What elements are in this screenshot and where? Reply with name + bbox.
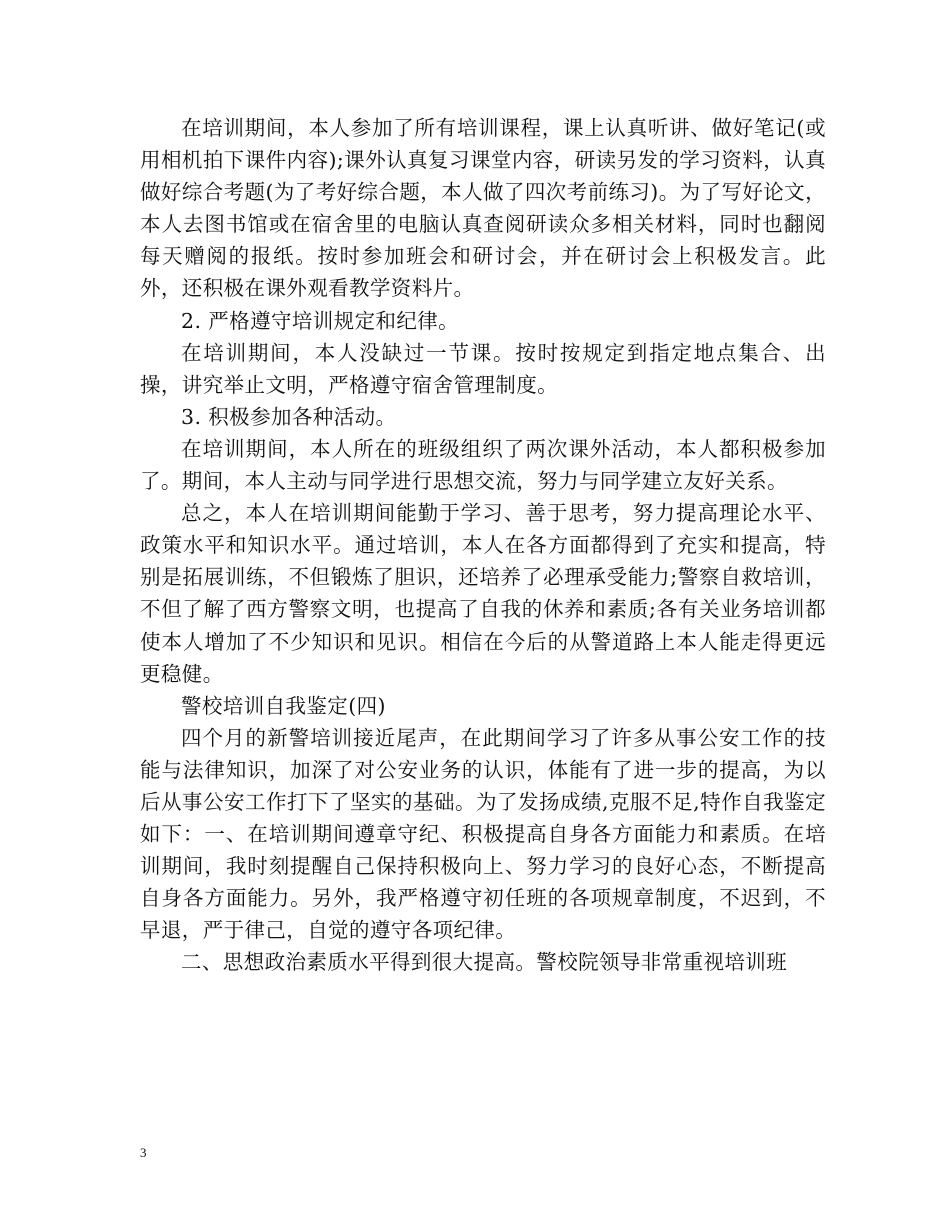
paragraph-summary: 总之，本人在培训期间能勤于学习、善于思考，努力提高理论水平、政策水平和知识水平。通过培训，本人在各方面都得到了充实和提高，特别是拓展训练，不但锻炼了胆识，还培养了必理承受能力;警察自救培训，不但了解了西方警察文明，也提高了自我的休养和素质;各有关业务培训都使本人增加了不少知识和见识。相信在今后的从警道路上本人能走得更远更稳健。 [140,501,826,686]
section-title-appraisal-four: 警校培训自我鉴定(四) [181,693,386,718]
heading-discipline: 2. 严格遵守培训规定和纪律。 [181,308,460,333]
page-number: 3 [140,1145,147,1160]
heading-activities: 3. 积极参加各种活动。 [181,404,397,429]
paragraph-appraisal-intro: 四个月的新警培训接近尾声，在此期间学习了许多从事公安工作的技能与法律知识，加深了对公安业务的认识，体能有了进一步的提高，为以后从事公安工作打下了坚实的基础。为了发扬成绩,克服不足,特作自我鉴定如下：一、在培训期间遵章守纪、积极提高自身各方面能力和素质。在培训期间，我时刻提醒自己保持积极向上、努力学习的良好心态，不断提高自身各方面能力。另外，我严格遵守初任班的各项规章制度，不迟到，不早退，严于律己，自觉的遵守各项纪律。 [140,725,826,943]
paragraph-discipline: 在培训期间，本人没缺过一节课。按时按规定到指定地点集合、出操，讲究举止文明，严格遵守宿舍管理制度。 [140,340,826,397]
document-body [140,112,826,979]
paragraph-political-quality: 二、思想政治素质水平得到很大提高。警校院领导非常重视培训班 [181,950,788,975]
paragraph-activities: 在培训期间，本人所在的班级组织了两次课外活动，本人都积极参加了。期间，本人主动与同学进行思想交流，努力与同学建立友好关系。 [140,436,826,494]
paragraph-study-diligence: 在培训期间，本人参加了所有培训课程，课上认真听讲、做好笔记(或用相机拍下课件内容);课外认真复习课堂内容，研读另发的学习资料，认真做好综合考题(为了考好综合题，本人做了四次考前练习)。为了写好论文，本人去图书馆或在宿舍里的电脑认真查阅研读众多相关材料，同时也翻阅每天赠阅的报纸。按时参加班会和研讨会，并在研讨会上积极发言。此外，还积极在课外观看教学资料片。 [140,116,826,301]
